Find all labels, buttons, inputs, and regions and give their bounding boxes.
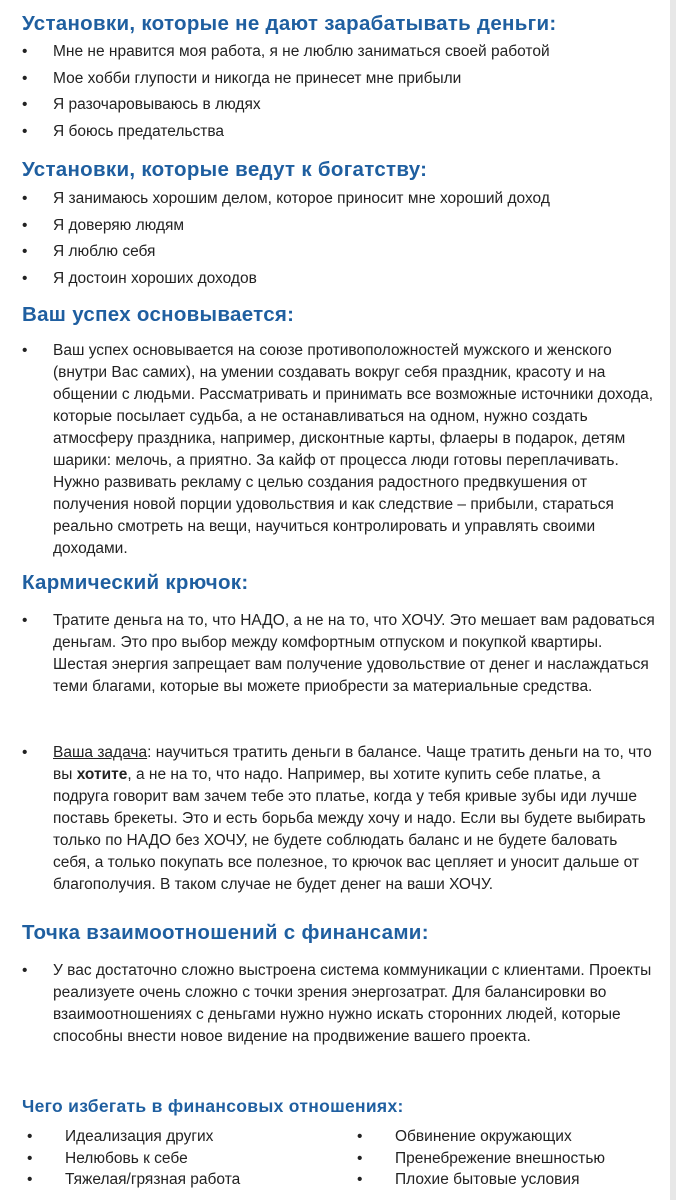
list-success-basis (22, 340, 658, 560)
list-wealth-beliefs (22, 188, 550, 294)
list-item (22, 610, 658, 698)
bullet-icon: • (22, 269, 28, 287)
bullet-icon: • (22, 190, 28, 207)
finance-paragraph: У вас достаточно сложно выстроена система коммуникации с клиентами. Проекты реализуете очень сложно с точки зрения энергозатрат. Для балансировки во взаимоотношениях с деньгами нужно нужно искать сторонних людей, которые способны внести новое видение на продвижение вашего проекта. (53, 962, 652, 1045)
list-avoid-right (352, 1126, 662, 1191)
list-avoid-left (22, 1126, 322, 1191)
list-item: • Нелюбовь к себе (22, 1148, 322, 1170)
list-item: • Идеализация других (22, 1126, 322, 1148)
bullet-icon: • (357, 1171, 363, 1188)
heading-success-basis: Ваш успех основывается: (22, 303, 295, 326)
list-item: • Ваша задача: научиться тратить деньги в балансе. Чаще тратить деньги на то, что вы хотите, а не на то, что надо. Например, вы хотите купить себе платье, а подруга говорит вам зачем тебе это платье, когда у тебя кривые зубы иди лучше поставь брекеты. Это и есть борьба между хочу и надо. Если вы будете выбирать только по НАДО без ХОЧУ, не будете соблюдать баланс и не будете баловать себя, а только покупать все полезное, то крючок вас цепляет и уносит дальше от благополучия. В таком случае не будет денег на ваши ХОЧУ. (22, 744, 652, 893)
task-emphasis: хотите (76, 766, 128, 783)
bullet-icon: • (27, 1128, 33, 1145)
bullet-icon: • (22, 612, 28, 629)
list-item (22, 340, 658, 560)
list-item: • Я достоин хороших доходов (22, 268, 550, 295)
bullet-icon: • (357, 1149, 363, 1167)
bullet-icon: • (22, 69, 28, 87)
bullet-icon: • (27, 1171, 33, 1188)
list-item: • Пренебрежение внешностью (352, 1148, 662, 1170)
list-finance-relationship (22, 960, 658, 1048)
list-item: • Плохие бытовые условия (352, 1169, 662, 1191)
bullet-icon: • (22, 96, 28, 113)
list-karmic-hook (22, 610, 658, 698)
list-item: • Я люблю себя (22, 241, 550, 268)
list-item: • Мне не нравится моя работа, я не люблю заниматься своей работой (22, 41, 550, 68)
list-item (22, 960, 658, 1048)
heading-karmic-hook: Кармический крючок: (22, 571, 249, 594)
heading-wealth-beliefs: Установки, которые ведут к богатству: (22, 158, 428, 181)
bullet-icon: • (22, 744, 28, 761)
list-item: • Обвинение окружающих (352, 1126, 662, 1148)
bullet-icon: • (22, 43, 28, 60)
list-karmic-task (22, 742, 658, 896)
page-edge (670, 0, 676, 1200)
bullet-icon: • (22, 243, 28, 260)
heading-things-to-avoid: Чего избегать в финансовых отношениях: (22, 1096, 404, 1116)
success-paragraph: Ваш успех основывается на союзе противоположностей мужского и женского (внутри Вас самих), на умении создавать вокруг себя праздник, красоту и на общении с людьми. Рассматривать и принимать все возможные источники дохода, которые посылает судьба, а не останавливаться на одном, нужно создать атмосферу праздника, например, дисконтные карты, флаеры в подарок, детям шарики: мелочь, а приятно. За кайф от процесса люди готовы переплачивать. Нужно развивать рекламу с целью создания радостного предвкушения от получения новой порции удовольствия и как следствие – прибыли, стараться реально смотреть на вещи, научиться контролировать и управлять своими доходами. (53, 342, 654, 557)
list-item: • Я боюсь предательства (22, 121, 550, 148)
karmic-paragraph: Тратите деньга на то, что НАДО, а не на то, что ХОЧУ. Это мешает вам радоваться деньгам. Это про выбор между комфортным отпуском и покупкой квартиры. Шестая энергия запрещает вам получение удовольствие от денег и наслаждаться теми благами, которые вы можете приобрести за материальные средства. (53, 612, 655, 695)
bullet-icon: • (22, 122, 28, 140)
bullet-icon: • (22, 216, 28, 234)
list-item: • Тяжелая/грязная работа (22, 1169, 322, 1191)
list-item: • Я разочаровываюсь в людях (22, 94, 550, 121)
list-item: • Я доверяю людям (22, 215, 550, 242)
list-item: • Мое хобби глупости и никогда не принесет мне прибыли (22, 68, 550, 95)
bullet-icon: • (22, 342, 28, 359)
bullet-icon: • (27, 1149, 33, 1167)
heading-finance-relationship: Точка взаимоотношений с финансами: (22, 921, 429, 944)
bullet-icon: • (357, 1128, 363, 1145)
list-money-blocking-beliefs (22, 41, 550, 147)
heading-money-blocking-beliefs: Установки, которые не дают зарабатывать деньги: (22, 12, 557, 35)
bullet-icon: • (22, 962, 28, 979)
list-item: • Я занимаюсь хорошим делом, которое приносит мне хороший доход (22, 188, 550, 215)
task-label: Ваша задача (53, 744, 148, 761)
